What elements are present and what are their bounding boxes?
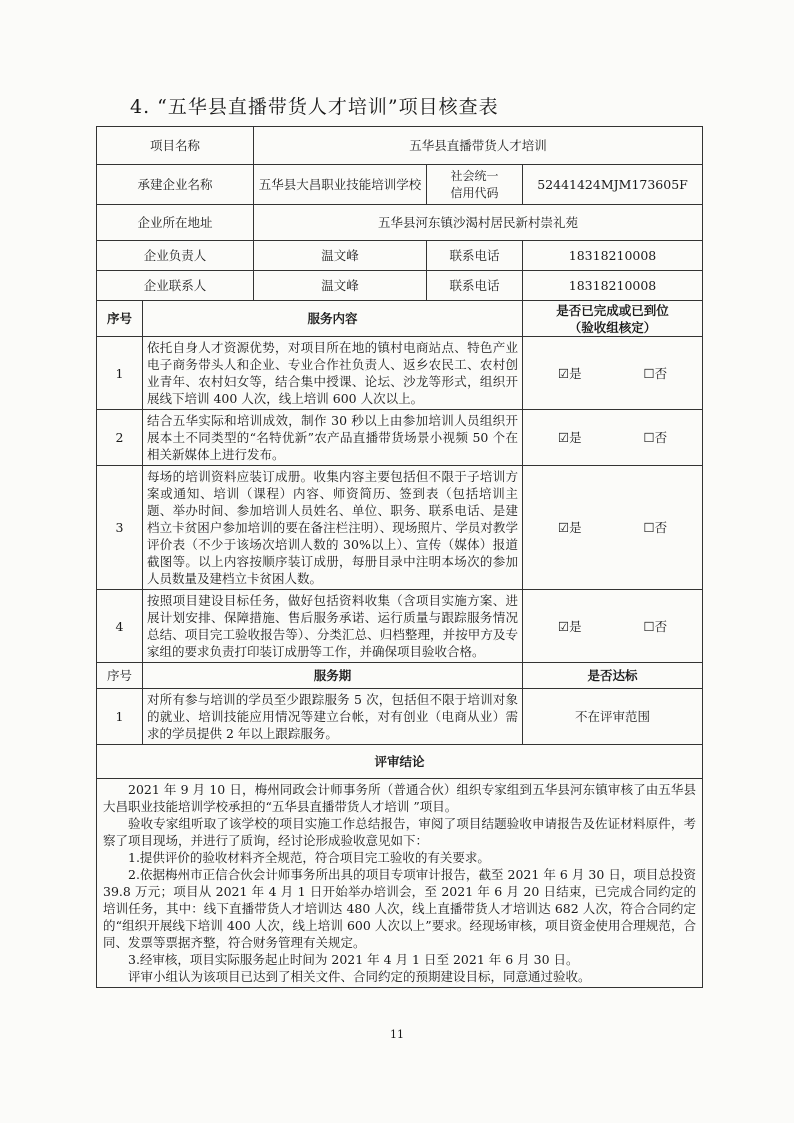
row-contact [97, 271, 703, 301]
contact-phone-label: 联系电话 [427, 271, 523, 301]
period-row [97, 689, 703, 745]
service-item-no: 4 [97, 590, 143, 663]
row-leader [97, 241, 703, 271]
page-number: 11 [390, 1028, 404, 1041]
period-col-content: 服务期 [143, 663, 523, 689]
conclusion-paragraph: 3.经审核，项目实际服务起止时间为 2021 年 4 月 1 日至 2021 年 6 月 30 日。 [128, 952, 579, 967]
period-col-no: 序号 [97, 663, 143, 689]
service-item-no: 3 [97, 466, 143, 590]
contact-phone-value: 18318210008 [523, 271, 703, 301]
service-col-no: 序号 [97, 301, 143, 337]
project-check-table [96, 126, 703, 988]
conclusion-header-row [97, 745, 703, 779]
company-value: 五华县大昌职业技能培训学校 [254, 165, 427, 205]
conclusion-paragraph: 1.提供评价的验收材料齐全规范，符合项目完工验收的有关要求。 [128, 850, 490, 865]
period-col-status: 是否达标 [523, 663, 703, 689]
checkbox-no[interactable]: ☐否 [643, 365, 668, 381]
service-item-status [523, 466, 703, 590]
conclusion-header: 评审结论 [97, 745, 703, 779]
row-project-name [97, 127, 703, 165]
service-item-text: 按照项目建设目标任务，做好包括资料收集（含项目实施方案、进展计划安排、保障措施、售后服务承诺、运行质量与跟踪服务情况总结、项目完工验收报告等）、分类汇总、归档整理，并按甲方及专家组的要求负责打印装订成册等工作，并确保项目验收合格。 [143, 590, 523, 663]
address-label: 企业所在地址 [97, 205, 254, 241]
service-header-row [97, 301, 703, 337]
contact-value: 温文峰 [254, 271, 427, 301]
service-row [97, 337, 703, 410]
credit-code-value: 52441424MJM173605F [523, 165, 703, 205]
conclusion-paragraph: 评审小组认为该项目已达到了相关文件、合同约定的预期建设目标，同意通过验收。 [128, 969, 591, 984]
conclusion-row [97, 779, 703, 988]
service-col-content: 服务内容 [143, 301, 523, 337]
service-item-status [523, 410, 703, 466]
service-item-status [523, 590, 703, 663]
project-name-value: 五华县直播带货人才培训 [254, 127, 703, 165]
checkbox-yes-checked[interactable]: ☑是 [557, 520, 582, 535]
service-col-status: 是否已完成或已到位 （验收组核定） [523, 301, 703, 337]
conclusion-paragraph: 2.依据梅州市正信合伙会计师事务所出具的项目专项审计报告，截至 2021 年 6 月 30 日，项目总投资 39.8 万元；项目从 2021 年 4 月 1 日开始举办培训会，至 2021 年 6 月 20 日结束，已完成合同约定的培训任务，其中：线下直播带货人才培训达 480 人次，线上直播带货人才培训达 682 人次，符合合同约定的“组织开展线下培训 400 人次，线上培训 600 人次以上”要求。经现场审核，项目资金使用合理规范，合同、发票等票据齐整，符合财务管理有关规定。 [103, 867, 697, 950]
conclusion-paragraph: 验收专家组听取了该学校的项目实施工作总结报告，审阅了项目结题验收申请报告及佐证材料原件，考察了项目现场，并进行了质询，经讨论形成验收意见如下： [103, 816, 697, 848]
address-value: 五华县河东镇沙渴村居民新村崇礼苑 [254, 205, 703, 241]
checkbox-no[interactable]: ☐否 [643, 618, 668, 634]
row-address [97, 205, 703, 241]
service-item-text: 每场的培训资料应装订成册。收集内容主要包括但不限于子培训方案或通知、培训（课程）内容、师资简历、签到表（包括培训主题、举办时间、参加培训人员姓名、单位、职务、联系电话、是建档立卡贫困户参加培训的要在备注栏注明）、现场照片、学员对教学评价表（不少于该场次培训人数的 30%以上）、宣传（媒体）报道截图等。以上内容按顺序装订成册，每册目录中注明本场次的参加人员数量及建档立卡贫困人数。 [143, 466, 523, 590]
period-header-row [97, 663, 703, 689]
project-name-label: 项目名称 [97, 127, 254, 165]
leader-phone-label: 联系电话 [427, 241, 523, 271]
period-item-status: 不在评审范围 [523, 689, 703, 745]
conclusion-body [97, 779, 703, 988]
period-item-no: 1 [97, 689, 143, 745]
leader-value: 温文峰 [254, 241, 427, 271]
company-label: 承建企业名称 [97, 165, 254, 205]
row-company [97, 165, 703, 205]
service-item-text: 依托自身人才资源优势，对项目所在地的镇村电商站点、特色产业电子商务带头人和企业、专业合作社负责人、返乡农民工、农村创业青年、农村妇女等，结合集中授课、论坛、沙龙等形式，组织开展线下培训 400 人次，线上培训 600 人次以上。 [143, 337, 523, 410]
service-item-text: 结合五华实际和培训成效，制作 30 秒以上由参加培训人员组织开展本土不同类型的“名特优新”农产品直播带货场景小视频 50 个在相关新媒体上进行发布。 [143, 410, 523, 466]
checkbox-yes-checked[interactable]: ☑是 [557, 430, 582, 445]
period-item-text: 对所有参与培训的学员至少跟踪服务 5 次，包括但不限于培训对象的就业、培训技能应用情况等建立台帐，对有创业（电商从业）需求的学员提供 2 年以上跟踪服务。 [143, 689, 523, 745]
page-title: 4. “五华县直播带货人才培训”项目核查表 [130, 96, 499, 118]
service-item-status [523, 337, 703, 410]
service-row [97, 466, 703, 590]
checkbox-yes-checked[interactable]: ☑是 [557, 365, 582, 381]
checkbox-no[interactable]: ☐否 [643, 430, 668, 445]
service-row [97, 410, 703, 466]
leader-phone-value: 18318210008 [523, 241, 703, 271]
leader-label: 企业负责人 [97, 241, 254, 271]
credit-code-label: 社会统一 信用代码 [427, 165, 523, 205]
service-row [97, 590, 703, 663]
conclusion-paragraph: 2021 年 9 月 10 日，梅州同政会计师事务所（普通合伙）组织专家组到五华县河东镇审核了由五华县大昌职业技能培训学校承担的“五华县直播带货人才培训 ”项目。 [103, 782, 697, 814]
checkbox-no[interactable]: ☐否 [643, 520, 668, 535]
checkbox-yes-checked[interactable]: ☑是 [557, 618, 582, 634]
service-item-no: 1 [97, 337, 143, 410]
service-item-no: 2 [97, 410, 143, 466]
contact-label: 企业联系人 [97, 271, 254, 301]
